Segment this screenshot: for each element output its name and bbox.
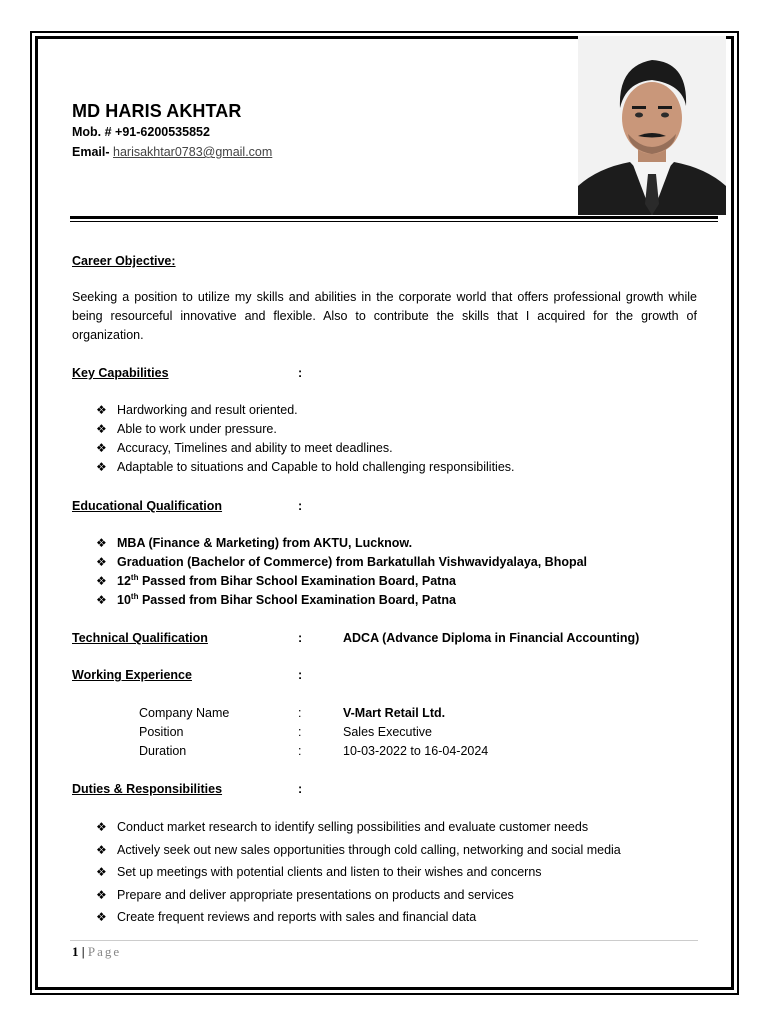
- bullet-icon: ❖: [96, 574, 107, 588]
- duties-heading: Duties & Responsibilities: [72, 782, 223, 796]
- email-label: Email-: [72, 145, 110, 159]
- page-number: 1: [72, 944, 79, 959]
- bullet-icon: ❖: [96, 887, 107, 902]
- bullet-icon: ❖: [96, 441, 107, 455]
- list-item: ❖ MBA (Finance & Marketing) from AKTU, Lucknow.: [96, 534, 587, 553]
- bullet-icon: ❖: [96, 555, 107, 569]
- bullet-icon: ❖: [96, 910, 107, 925]
- experience-value-position: Sales Executive: [343, 725, 432, 739]
- duties-colon: :: [298, 782, 303, 796]
- list-item: ❖ 12th Passed from Bihar School Examination Board, Patna: [96, 572, 587, 591]
- header-rule-thin: [70, 221, 718, 222]
- key-capabilities-heading: Key Capabilities: [72, 366, 169, 380]
- bullet-icon: ❖: [96, 422, 107, 436]
- duties-list: [96, 816, 621, 929]
- profile-photo-illustration: [578, 36, 726, 215]
- page-separator: |: [81, 944, 85, 959]
- footer-rule: [70, 940, 698, 941]
- experience-label-company: Company Name: [139, 706, 230, 720]
- technical-colon: :: [298, 631, 303, 645]
- list-item: ❖ Able to work under pressure.: [96, 420, 515, 439]
- list-item: ❖ Accuracy, Timelines and ability to meet deadlines.: [96, 439, 515, 458]
- technical-value: ADCA (Advance Diploma in Financial Accounting): [343, 631, 640, 645]
- career-objective-text: Seeking a position to utilize my skills and abilities in the corporate world that offers professional growth while being resourceful innovative and flexible. Also to contribute the skills that I acquired for the growth of organization.: [72, 290, 697, 342]
- list-item: ❖ Set up meetings with potential clients and listen to their wishes and concerns: [96, 861, 621, 884]
- key-capabilities-colon: :: [298, 366, 303, 380]
- email-row: [72, 145, 272, 159]
- bullet-icon: ❖: [96, 842, 107, 857]
- list-item: ❖ Graduation (Bachelor of Commerce) from Barkatullah Vishwavidyalaya, Bhopal: [96, 553, 587, 572]
- candidate-name: MD HARIS AKHTAR: [72, 101, 242, 121]
- list-item: ❖ 10th Passed from Bihar School Examination Board, Patna: [96, 591, 587, 610]
- experience-label-duration: Duration: [139, 744, 187, 758]
- bullet-icon: ❖: [96, 593, 107, 607]
- bullet-icon: ❖: [96, 403, 107, 417]
- experience-colon-company: :: [298, 706, 302, 720]
- page-word: Page: [87, 944, 122, 959]
- bullet-icon: ❖: [96, 536, 107, 550]
- list-item: ❖ Conduct market research to identify selling possibilities and evaluate customer needs: [96, 816, 621, 839]
- bullet-icon: ❖: [96, 460, 107, 474]
- list-item: ❖ Adaptable to situations and Capable to hold challenging responsibilities.: [96, 458, 515, 477]
- experience-colon-duration: :: [298, 744, 302, 758]
- career-objective-heading: Career Objective:: [72, 254, 176, 268]
- experience-heading: Working Experience: [72, 668, 192, 682]
- education-colon: :: [298, 499, 303, 513]
- list-item: ❖ Hardworking and result oriented.: [96, 401, 515, 420]
- key-capabilities-list: [96, 401, 515, 477]
- header-rule-thick: [70, 216, 718, 219]
- experience-colon-position: :: [298, 725, 302, 739]
- bullet-icon: ❖: [96, 820, 107, 834]
- experience-label-position: Position: [139, 725, 184, 739]
- email-link[interactable]: harisakhtar0783@gmail.com: [113, 145, 273, 159]
- list-item: ❖ Prepare and deliver appropriate presentations on products and services: [96, 884, 621, 907]
- experience-value-company: V-Mart Retail Ltd.: [343, 706, 446, 720]
- education-heading: Educational Qualification: [72, 499, 223, 513]
- experience-value-duration: 10-03-2022 to 16-04-2024: [343, 744, 489, 758]
- education-list: [96, 534, 587, 610]
- experience-colon: :: [298, 668, 303, 682]
- profile-photo: [578, 36, 726, 215]
- bullet-icon: ❖: [96, 865, 107, 880]
- list-item: ❖ Create frequent reviews and reports with sales and financial data: [96, 906, 621, 929]
- list-item: ❖ Actively seek out new sales opportunities through cold calling, networking and social media: [96, 839, 621, 862]
- technical-heading: Technical Qualification: [72, 631, 208, 645]
- mobile-number: Mob. # +91-6200535852: [72, 125, 210, 139]
- page-footer: [72, 944, 121, 960]
